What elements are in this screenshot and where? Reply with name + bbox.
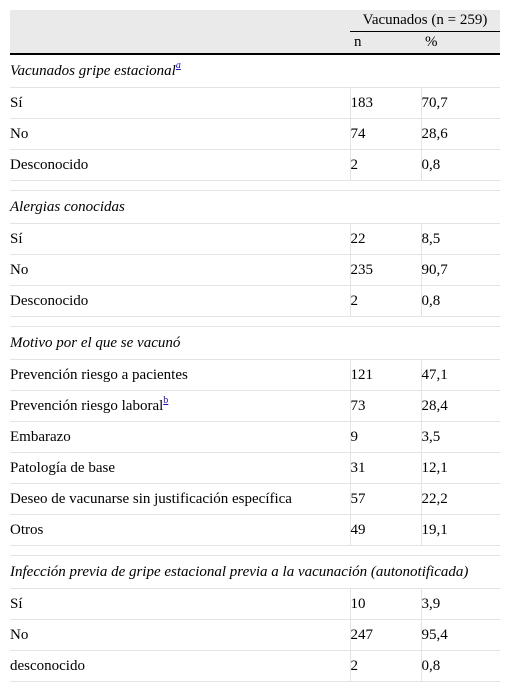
section-header-row — [10, 327, 500, 360]
row-pct-cell: 0,8 — [421, 651, 500, 682]
table-row — [10, 620, 500, 651]
row-label-cell — [10, 286, 350, 317]
row-pct-cell: 47,1 — [421, 360, 500, 391]
row-label: No — [10, 125, 29, 142]
row-pct-cell: 90,7 — [421, 255, 500, 286]
row-label-cell — [10, 651, 350, 682]
section-title — [10, 327, 500, 360]
row-pct-cell: 95,4 — [421, 620, 500, 651]
table-row — [10, 360, 500, 391]
section-gap — [10, 317, 500, 327]
row-pct-cell: 12,1 — [421, 453, 500, 484]
row-pct-cell: 28,6 — [421, 119, 500, 150]
gap-cell — [10, 181, 500, 191]
section-title-text: Vacunados gripe estacional — [10, 62, 176, 79]
row-n-cell: 73 — [350, 391, 421, 422]
table-row — [10, 255, 500, 286]
table-row — [10, 589, 500, 620]
table-row — [10, 119, 500, 150]
row-n-cell: 183 — [350, 88, 421, 119]
row-label-cell — [10, 620, 350, 651]
row-n-cell: 2 — [350, 286, 421, 317]
table-row — [10, 286, 500, 317]
row-label: No — [10, 626, 29, 643]
table-row — [10, 150, 500, 181]
row-n-cell: 57 — [350, 484, 421, 515]
row-pct-cell: 70,7 — [421, 88, 500, 119]
table-row — [10, 224, 500, 255]
row-label-cell — [10, 360, 350, 391]
row-label: Otros — [10, 521, 44, 538]
row-label: Desconocido — [10, 156, 89, 173]
row-label: Sí — [10, 595, 23, 612]
row-label-cell — [10, 589, 350, 620]
row-pct-cell: 22,2 — [421, 484, 500, 515]
row-n-cell: 22 — [350, 224, 421, 255]
row-label-cell — [10, 224, 350, 255]
row-label-cell — [10, 422, 350, 453]
footnote-link[interactable]: a — [175, 59, 181, 71]
table-row — [10, 453, 500, 484]
row-label-cell — [10, 453, 350, 484]
vaccination-table — [10, 10, 500, 682]
header-col-n: n — [350, 32, 421, 55]
row-n-cell: 121 — [350, 360, 421, 391]
section-header-row — [10, 54, 500, 88]
row-n-cell: 235 — [350, 255, 421, 286]
row-label: desconocido — [10, 657, 85, 674]
row-n-cell: 2 — [350, 150, 421, 181]
section-title — [10, 54, 500, 88]
row-n-cell: 49 — [350, 515, 421, 546]
gap-cell — [10, 317, 500, 327]
row-pct-cell: 28,4 — [421, 391, 500, 422]
row-label: Prevención riesgo laboral — [10, 397, 164, 414]
table-body — [10, 10, 500, 682]
table-row — [10, 651, 500, 682]
header-group-label: Vacunados (n = 259) — [350, 10, 500, 32]
row-label: Desconocido — [10, 292, 89, 309]
row-n-cell: 74 — [350, 119, 421, 150]
section-title — [10, 191, 500, 224]
section-title-text: Motivo por el que se vacunó — [10, 334, 181, 351]
row-label-cell — [10, 119, 350, 150]
row-n-cell: 2 — [350, 651, 421, 682]
section-title-text: Alergias conocidas — [10, 198, 125, 215]
table-row — [10, 484, 500, 515]
section-title-text: Infección previa de gripe estacional previa a la vacunación (autonotificada) — [10, 563, 469, 580]
row-label: Sí — [10, 230, 23, 247]
header-row-group — [10, 10, 500, 32]
row-label-cell — [10, 391, 350, 422]
header-row-columns — [10, 32, 500, 55]
section-header-row — [10, 556, 500, 589]
row-label-cell — [10, 255, 350, 286]
row-label: Prevención riesgo a pacientes — [10, 366, 188, 383]
table-row — [10, 391, 500, 422]
table-row — [10, 515, 500, 546]
row-n-cell: 10 — [350, 589, 421, 620]
header-col-pct: % — [421, 32, 500, 55]
row-n-cell: 247 — [350, 620, 421, 651]
row-label: Embarazo — [10, 428, 71, 445]
row-pct-cell: 0,8 — [421, 150, 500, 181]
row-pct-cell: 8,5 — [421, 224, 500, 255]
footnote-link[interactable]: b — [163, 394, 169, 406]
row-n-cell: 9 — [350, 422, 421, 453]
row-label: Sí — [10, 94, 23, 111]
row-n-cell: 31 — [350, 453, 421, 484]
row-pct-cell: 3,5 — [421, 422, 500, 453]
row-label: Patología de base — [10, 459, 115, 476]
section-gap — [10, 181, 500, 191]
row-label-cell — [10, 484, 350, 515]
header-blank-cell — [10, 32, 350, 55]
row-label-cell — [10, 150, 350, 181]
table-row — [10, 88, 500, 119]
row-label: No — [10, 261, 29, 278]
table-row — [10, 422, 500, 453]
section-header-row — [10, 191, 500, 224]
row-label-cell — [10, 515, 350, 546]
header-blank-cell — [10, 10, 350, 32]
row-label-cell — [10, 88, 350, 119]
row-label: Deseo de vacunarse sin justificación específica — [10, 490, 292, 507]
row-pct-cell: 3,9 — [421, 589, 500, 620]
row-pct-cell: 0,8 — [421, 286, 500, 317]
row-pct-cell: 19,1 — [421, 515, 500, 546]
section-gap — [10, 546, 500, 556]
gap-cell — [10, 546, 500, 556]
section-title — [10, 556, 500, 589]
